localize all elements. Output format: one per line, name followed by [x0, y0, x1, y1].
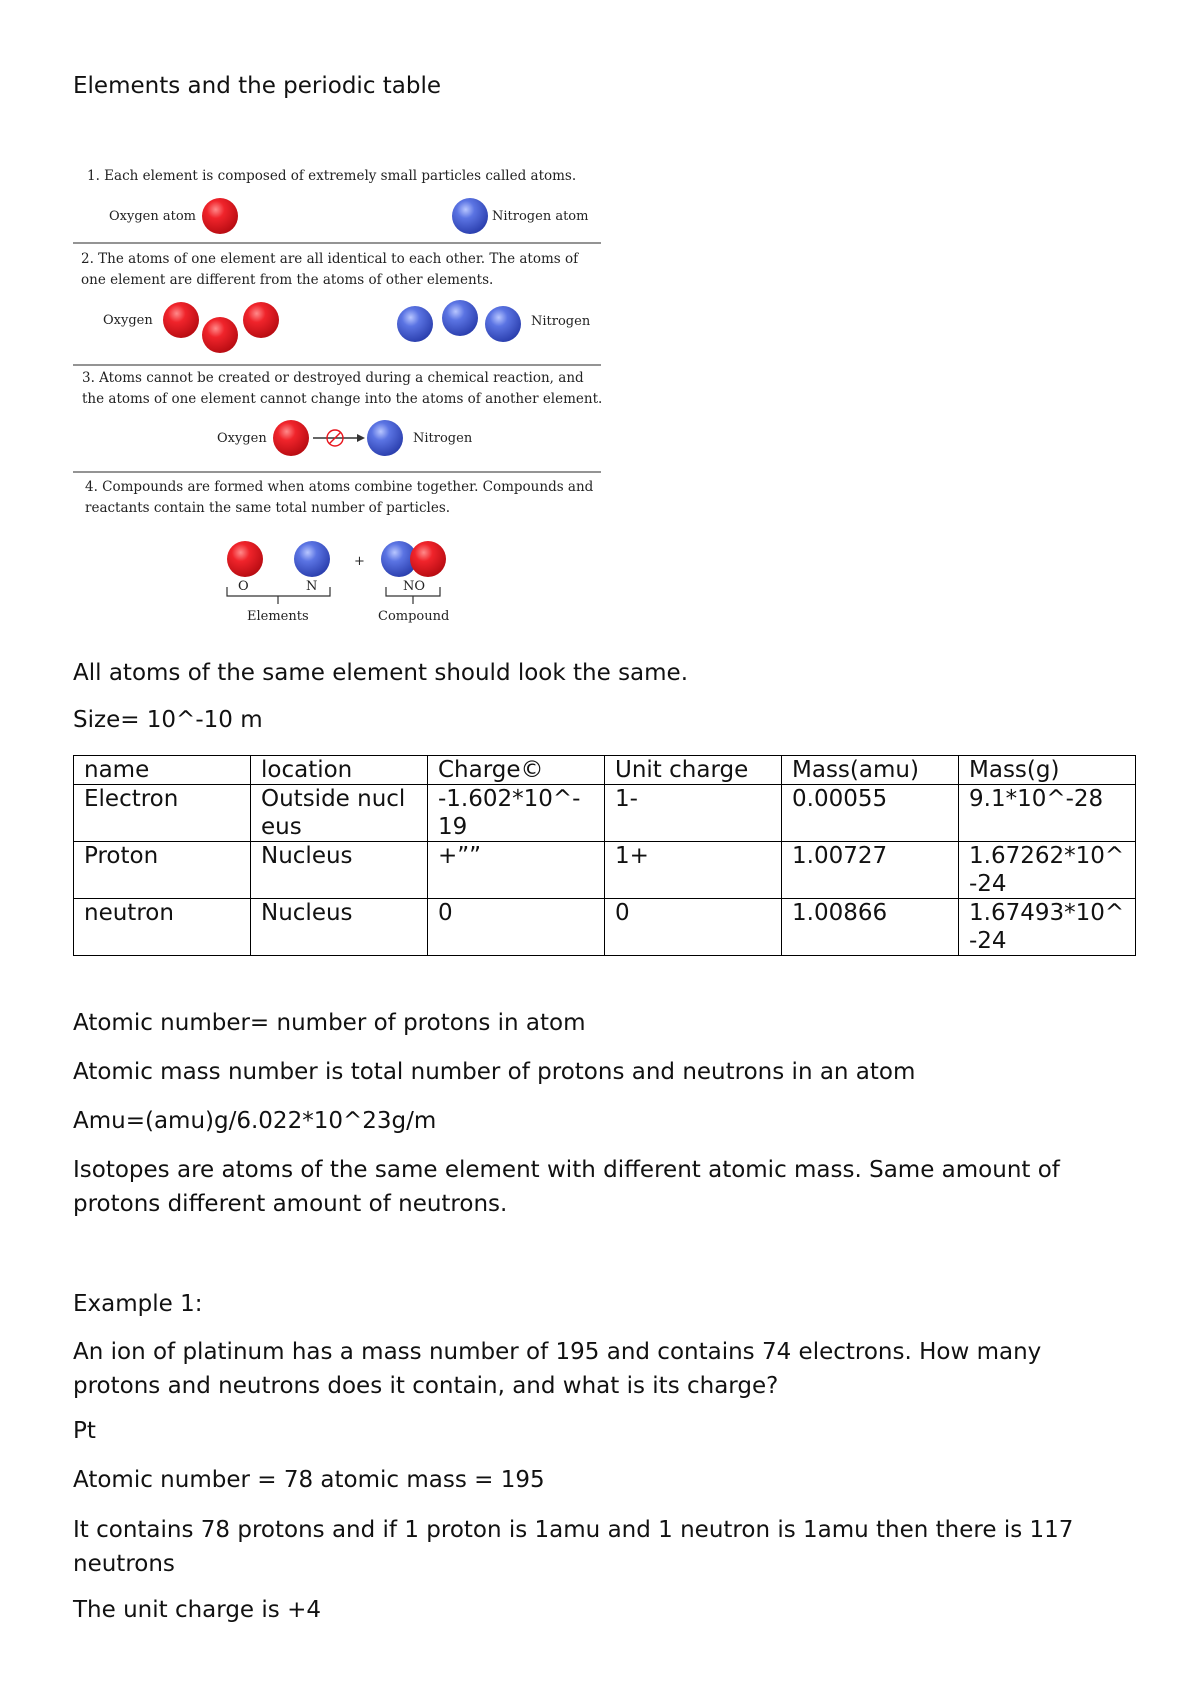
nitrogen-atom [452, 198, 488, 234]
example-title: Example 1: [73, 1291, 203, 1317]
table-header-cell: Unit charge [605, 756, 782, 785]
table-cell: 1.67493*10^-24 [959, 899, 1136, 956]
table-cell: 0 [428, 899, 605, 956]
nitrogen-label: Nitrogen [413, 431, 473, 446]
figure-point-2-line-2: one element are different from the atoms of other elements. [81, 272, 494, 288]
amu-formula: Amu=(amu)g/6.022*10^23g/m [73, 1108, 437, 1134]
table-cell: 1+ [605, 842, 782, 899]
oxygen-label: Oxygen [217, 431, 267, 446]
table-header-row [74, 756, 1136, 785]
figure-point-4-line-2: reactants contain the same total number of particles. [85, 500, 451, 516]
table-cell: neutron [74, 899, 251, 956]
oxygen-atom [243, 302, 279, 338]
oxygen-atom [227, 541, 263, 577]
n-label: N [306, 579, 318, 594]
page-title: Elements and the periodic table [73, 73, 442, 99]
table-row [74, 899, 1136, 956]
table-row [74, 785, 1136, 842]
atom-size-statement: Size= 10^-10 m [73, 707, 263, 733]
table-cell: Nucleus [251, 842, 428, 899]
table-cell: 9.1*10^-28 [959, 785, 1136, 842]
table-cell: 1.67262*10^-24 [959, 842, 1136, 899]
table-cell: Proton [74, 842, 251, 899]
nitrogen-atom [485, 306, 521, 342]
table-cell: +”” [428, 842, 605, 899]
table-cell: 1.00866 [782, 899, 959, 956]
table-cell: Outside nucleus [251, 785, 428, 842]
nitrogen-atom [294, 541, 330, 577]
oxygen-atom [202, 317, 238, 353]
oxygen-atom-label: Oxygen atom [109, 209, 196, 224]
oxygen-label: Oxygen [103, 313, 153, 328]
elements-label: Elements [247, 609, 309, 624]
nitrogen-label: Nitrogen [531, 314, 591, 329]
table-header-cell: location [251, 756, 428, 785]
figure-point-2-line-1: 2. The atoms of one element are all identical to each other. The atoms of [81, 251, 579, 267]
figure-point-3-line-2: the atoms of one element cannot change into the atoms of another element. [82, 391, 603, 407]
table-cell: 1- [605, 785, 782, 842]
plus-sign: + [354, 554, 365, 569]
table-header-cell: Charge© [428, 756, 605, 785]
element-symbol: Pt [73, 1418, 96, 1444]
nitrogen-atom [442, 300, 478, 336]
table-cell: 0 [605, 899, 782, 956]
no-label: NO [403, 579, 426, 594]
crossed-arrow-icon [313, 430, 365, 446]
table-cell: Electron [74, 785, 251, 842]
atomic-number-definition: Atomic number= number of protons in atom [73, 1010, 586, 1036]
same-element-statement: All atoms of the same element should look the same. [73, 660, 689, 686]
oxygen-atom [163, 302, 199, 338]
example-question: An ion of platinum has a mass number of 195 and contains 74 electrons. How many protons and neutrons does it contain, and what is its charge? [73, 1339, 1042, 1399]
nitrogen-atom [367, 420, 403, 456]
table-header-cell: Mass(g) [959, 756, 1136, 785]
compound-label: Compound [378, 609, 450, 624]
table-header-cell: name [74, 756, 251, 785]
table-header-cell: Mass(amu) [782, 756, 959, 785]
table-cell: -1.602*10^-19 [428, 785, 605, 842]
o-label: O [238, 579, 249, 594]
figure-point-4-line-1: 4. Compounds are formed when atoms combine together. Compounds and [85, 479, 594, 495]
oxygen-atom [410, 541, 446, 577]
table-cell: 0.00055 [782, 785, 959, 842]
figure-point-1: 1. Each element is composed of extremely small particles called atoms. [87, 168, 577, 184]
subatomic-particles-table [73, 755, 1136, 956]
proton-neutron-count-line: It contains 78 protons and if 1 proton is 1amu and 1 neutron is 1amu then there is 117 neutrons [73, 1517, 1074, 1577]
oxygen-atom [202, 198, 238, 234]
unit-charge-line: The unit charge is +4 [73, 1597, 321, 1623]
isotopes-definition: Isotopes are atoms of the same element with different atomic mass. Same amount of protons different amount of neutrons. [73, 1157, 1060, 1217]
nitrogen-atom [397, 306, 433, 342]
table-cell: Nucleus [251, 899, 428, 956]
table-cell: 1.00727 [782, 842, 959, 899]
table-row [74, 842, 1136, 899]
oxygen-atom [273, 420, 309, 456]
nitrogen-atom-label: Nitrogen atom [492, 209, 589, 224]
atomic-mass-number-definition: Atomic mass number is total number of protons and neutrons in an atom [73, 1059, 916, 1085]
dalton-atomic-theory-figure [73, 158, 603, 640]
figure-point-3-line-1: 3. Atoms cannot be created or destroyed during a chemical reaction, and [82, 370, 584, 386]
atomic-number-line: Atomic number = 78 atomic mass = 195 [73, 1467, 545, 1493]
